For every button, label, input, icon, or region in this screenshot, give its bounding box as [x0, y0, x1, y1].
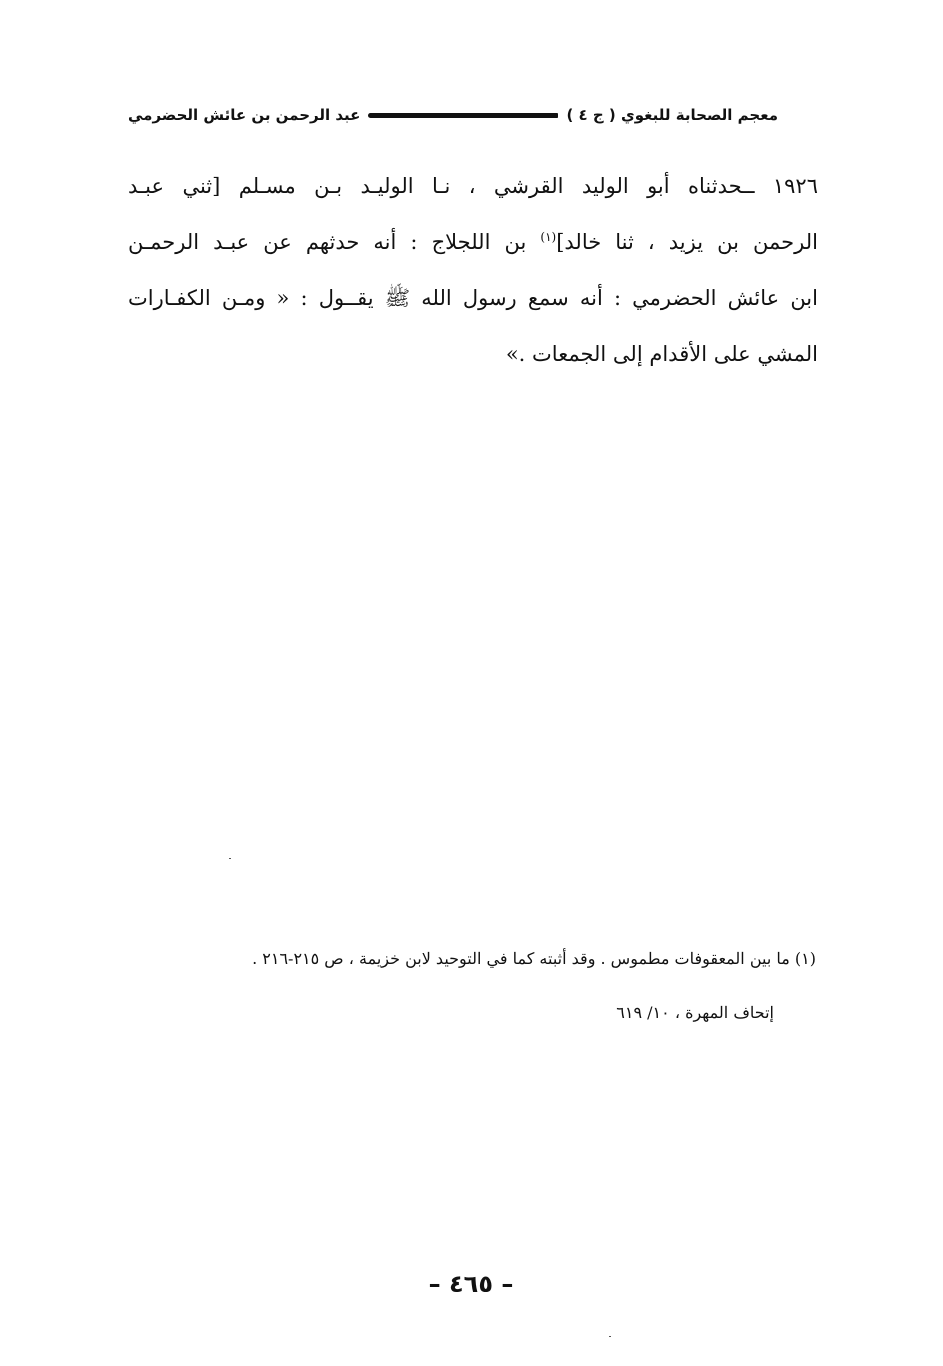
- header-rule: [368, 113, 558, 118]
- page-number: – ٤٦٥ –: [428, 1270, 514, 1298]
- text-line-2-part-a: الرحمن بن يزيد ، ثنا خالد]: [556, 230, 818, 254]
- footnote-marker: (١): [540, 230, 557, 244]
- text-line-3: ابن عائش الحضرمي : أنه سمع رسول الله ﷺ يقــول : « ومـن الكفـارات: [128, 286, 818, 310]
- section-title: عبد الرحمن بن عائش الحضرمي: [128, 106, 361, 124]
- text-line-2: [128, 214, 818, 270]
- stray-dot: [609, 1336, 611, 1337]
- stray-dot: [229, 858, 231, 859]
- text-line-4: المشي على الأقدام إلى الجمعات .»: [505, 342, 818, 366]
- footnote-2: إتحاف المهرة ، ١٠/ ٦١٩: [616, 1003, 774, 1022]
- book-title: معجم الصحابة للبغوي ( ج ٤ ): [566, 106, 778, 124]
- footnotes: [88, 932, 816, 1040]
- hadith-text: [128, 158, 818, 382]
- text-line-1: ١٩٢٦ ــحدثناه أبو الوليد القرشي ، نـا الوليـد بـن مسـلم [ثني عبـد: [128, 174, 818, 198]
- footnote-1: (١) ما بين المعقوفات مطموس . وقد أثبته كما في التوحيد لابن خزيمة ، ص ٢١٥-٢١٦ .: [252, 949, 816, 968]
- running-header: [128, 100, 778, 130]
- text-line-2-part-b: بن اللجلاج : أنه حدثهم عن عبـد الرحمـن: [128, 230, 527, 254]
